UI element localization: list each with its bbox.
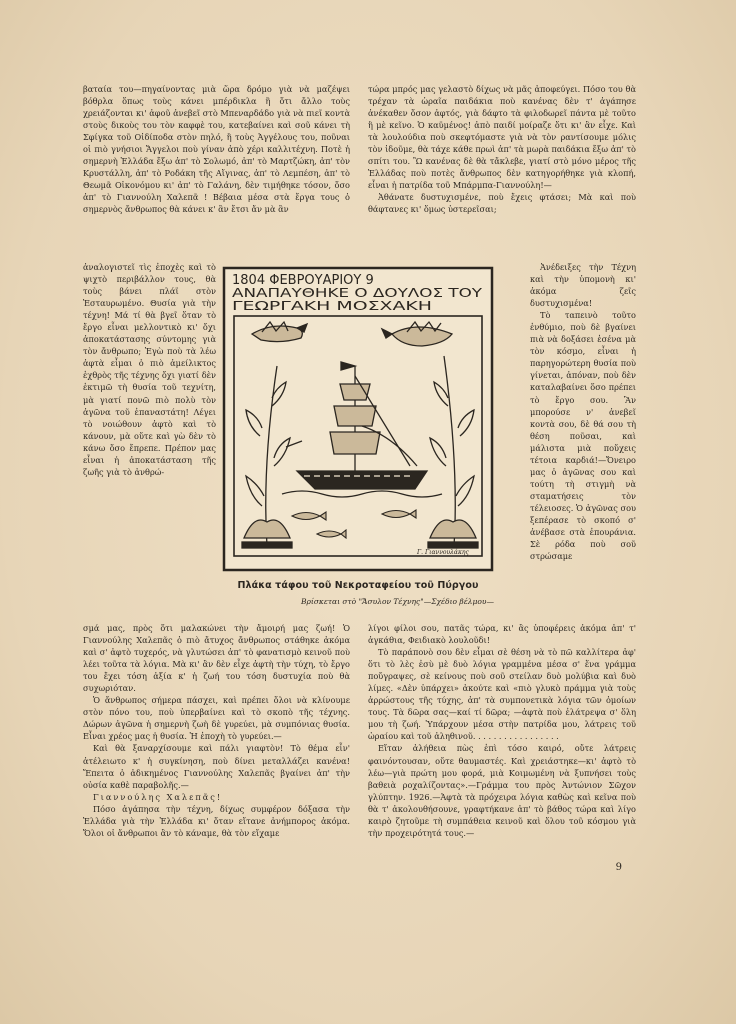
paragraph: Τὸ παράπονὸ σου δὲν εἶμαι σὲ θέση νὰ τὸ πῶ καλλίτερα ἀφ' ὅτι τὸ λὲς ἐσὺ μὲ δυὸ λόγια γραμμένα μέσα σ' ἕνα γράμμα ποὔγραψες, σὲ κείνους ποὺ σοῦ στείλαν δυὸ μολύβια καὶ δυὸ λίμες. «Δὲν ὑπάρχει» ἀκούτε καὶ «πιὸ γλυκὸ πράμμα γιὰ τοὺς ἀρρώστους τῆς τύχης, ἀπ' τὰ συμπονετικὰ λόγια τῶν ὁμοίων τους. Τὰ δῶρα σας—καί τί δῶρα; —ἀφτὰ ποὺ ἐλάτρεψα σ' ὅλη μου τὴ ζωή. Ὑπάρχουν μέσα στὴν πατρίδα μου, λάτρεις τοῦ ὡραίου καὶ τοῦ ἀληθινοῦ. . . . . . . . . . . . . . . . . — [368, 647, 636, 742]
plaque-inscription-line1: 1804 ΦΕΒΡΟΥΑΡΙΟΥ 9 — [232, 273, 374, 288]
figure-caption-subtitle: Βρίσκεται στὸ "Ἄσυλον Τέχνης"—Σχέδιο βέλμου— — [300, 597, 494, 606]
article-column-left-top — [83, 83, 350, 216]
paragraph: Ἀθάνατε δυστυχισμένε, ποὺ ἔχεις φτάσει; Μὰ καὶ ποὺ θάφτανες κι' ὅμως ὑστερεῖσαι; — [368, 192, 636, 215]
paragraph: Πόσο ἀγάπησα τὴν τέχνη, δίχως συμφέρον δόξασα τὴν Ἑλλάδα γιὰ τὴν Ἑλλάδα κι' ὅταν εἴτανε ἀνήμπορος ἀκόμα. Ὅλοι οἱ ἄνθρωποι ἂν τὸ κάναμε, θὰ τὸν εἴχαμε — [83, 803, 350, 838]
paragraph: βαταία του—πηγαίνοντας μιὰ ὥρα δρόμο γιὰ νὰ μαζέψει βόθρλα ὅπως τοὺς κάνει μπέρδικλα ἢ ὅτι ἄλλο τοὺς χρειάζονται κι' ἀφοῦ ἀνεβεῖ στὸ Μπεναρδάδο γιὰ νὰ πιεῖ κοντὰ στοὺς δικοὺς του τὸν καφφὲ του, κατεβαίνει καὶ σοῦ κάνει τὴ Σφίγκα τοῦ Οἰδίποδα στὸν πηλό, ἢ τοὺς Ἀγγέλους του, ποῦναι οἱ πιὸ γνήσιοι Ἄγγελοι ποὺ γίναν ἀπὸ χέρι καλλιτέχνη. Ποτὲ ἡ σημερνὴ Ἑλλάδα ἔξω ἀπ' τὸ Σολωμό, ἀπ' τὸ Μαρτζώκη, ἀπ' τὸν Κρυστάλλη, ἀπ' τὸ Ροδάκη τῆς Αἴγινας, ἀπ' τὸ Λεμπέση, ἀπ' τὸ Θεωμᾶ Οἰκονόμου κι' ἀπ' τὸ Γαλάνη, δὲν τιμήθηκε τόσον, ὅσο ἀπ' τὸ Γιαννούλη Χαλεπᾶ ! Βέβαια μέσα στὰ ἔργα τους ὁ σημερνὸς ἄνθρωπος θὰ κάνει κ' ἂν ἔτσι ἄν μὰ ἂν — [83, 84, 350, 215]
plaque-inscription-line2: ΑΝΑΠΑΥΘΗΚΕ Ο ΔΟΥΛΟΣ ΤΟΥ — [232, 286, 483, 300]
tomb-plaque-drawing — [222, 266, 494, 572]
paragraph: Ὁ ἄνθρωπος σήμερα πάσχει, καὶ πρέπει ὅλοι νὰ κλίνουμε στὸν πόνο του, ποὺ ὑπερβαίνει καὶ τὸ σκοπὸ τῆς τέχνης. Δώρων ἀγῶνα ἡ σημερνὴ ζωὴ δὲ γυρεύει, μὰ συμπόνιας θυσία. Εἶναι χρέος μας ἡ θυσία. Ἡ ἐποχὴ τὸ γυρεύει.— — [83, 695, 350, 742]
paragraph: λίγοι φίλοι σου, πατᾶς τώρα, κι' ἂς ὑποφέρεις ἀκόμα ἀπ' τ' ἀγκάθια, Φειδιακὸ λουλοῦδι! — [368, 623, 636, 646]
paragraph: σμά μας, πρὸς ὅτι μαλακώνει τὴν ἄμοιρή μας ζωή! Ὁ Γιαννούλης Χαλεπᾶς ὁ πιὸ ἄτυχος ἄνθρωπος στάθηκε ἀκόμα καὶ σ' ἀφτὸ τυχερός, νὰ γλυτώσει ἀπ' τὸ φανατισμὸ κεινοῦ ποὺ λέει τοῦτα τὰ λόγια. Μὰ κι' ἂν δὲν εἶχε ἀφτὴ τὴν τύχη, τὸ ἔργο του ἔχει τόση ἀξία κ' ἡ ζωή του τόση δυστυχία ποὺ θὰ συχωριόταν. — [83, 623, 350, 694]
paragraph: τώρα μπρός μας γελαστὸ δίχως νὰ μᾶς ἀποφεύγει. Πόσο του θὰ τρέχαν τὰ ὡραῖα παιδάκια ποὺ κανένας δὲν τ' ἀγάπησε ἀνέκαθεν ὅσον ἀφτός, γιὰ δάφτο τὰ φιλοδωρεῖ πάντα μὲ τοῦτο ἢ μὲ κεῖνο. Ὁ καϋμένος! ἀπὸ παιδί μοίραζε ὅτι κι' ἂν εἶχε. Καὶ τὰ λουλούδια ποὺ σκεφτόμαστε γιὰ νὰ τὸν ραντίσουμε μόλις τὸν ἰδοῦμε, θὰ τάχε κάθε πρωὶ ἀπ' τὰ μωρὰ παιδάκια ἔξω ἀπ' τὸ σπίτι του. Ὢ κανένας δὲ θὰ τἄκλεβε, γιατί στὸ μόνο μέρος τῆς Ἑλλάδας ποὺ ποτὲς ἄνθρωπος δὲν κατηγορήθηκε γιὰ κλοπή, εἶναι ἡ πατρίδα τοῦ Μπάρμπα-Γιαννούλη!— — [368, 84, 636, 191]
figure-caption-title: Πλάκα τάφου τοῦ Νεκροταφείου τοῦ Πύργου — [237, 580, 479, 591]
plaque-inscription-line3: ΓΕΩΡΓΑΚΗ ΜΟΣΧΑΚΗ — [232, 299, 432, 313]
plaque-svg — [222, 266, 494, 572]
paragraph: Τὸ ταπεινὸ τοῦτο ἐνθύμιο, ποὺ δὲ βγαίνει πιὰ νὰ δοξάσει ἐσένα μὰ τὸν κόσμο, εἶναι ἡ παρηγορώτερη θυσία ποὺ γίνεται, ἀπόναν, ποὺ δὲν καταλαβαίνει ὅσο πρέπει τὸ ἔργο σου. Ἂν μπορούσε ν' ἀνεβεῖ κοντὰ σου, δὲ θά σου τὴ θέση ποῦσαι, καὶ μάλιστα μιὰ ποὔχεις τέτοια καρδιά!—Ὄνειρο μας ὁ ἀγῶνας σου καὶ τούτη τὴ στιγμὴ νὰ σταματήσεις τὸν τέλειοσες. Ὁ ἀγῶνας σου ξεπέρασε τὸ σκοπό σ' ἀνέβασε στὰ ἐπουράνια. Σὲ ρόδα ποὺ σοῦ στρώσαμε — [530, 310, 636, 562]
paragraph: Γιαννούλης Χαλεπᾶς! — [93, 791, 223, 802]
paragraph: Ἀνέδειξες τὴν Τέχνη καὶ τὴν ὑπομονὴ κι' ἀκόμα ζεῖς δυστυχισμένα! — [530, 262, 636, 309]
plaque-signature: Γ. Γιαννουλάκης — [417, 549, 469, 556]
article-column-right-bottom — [368, 622, 636, 839]
paragraph: Εἴταν ἀλήθεια πὼς ἐπὶ τόσο καιρό, οὔτε λάτρεις φαινόντουσαν, οὔτε θαυμαστές. Καὶ χρειάστηκε—κι' ἀφτὸ τὸ λέω—γιὰ πρώτη μου φορά, μιὰ Κοιμωμένη νὰ ξυπνήσει τοὺς βαθειὰ ροχαλίζοντας».—Γράμμα του πρὸς Ἀντώνιον Σῶχον γλύπτην. 1926.—Ἀφτὰ τὰ πρόχειρα λόγια καθὼς καὶ κεῖνα ποὺ θὰ τ' ἀκολουθήσουνε, γραφτήκανε ἀπ' τὸ βάθος τώρα καὶ λίγο καιρὸ ζητοῦμε τὴ συμπάθεια κεινοῦ καὶ ὅλου τοῦ κόσμου γιὰ τὴν προχειρότητά τους.— — [368, 743, 636, 838]
article-column-left-bottom — [83, 622, 350, 839]
paragraph: ἀναλογιστεῖ τὶς ἐποχὲς καὶ τὸ ψιχτὸ περιβάλλον τους, θὰ τοὺς βάνει πλάϊ στὸν Ἐσταυρωμένο. Θυσία γιὰ τὴν τέχνη! Μά τί θὰ βγεῖ ὅταν τὸ ἔργο εἶναι μελλοντικὸ κι' ὄχι ἀποκατάστασης σύντομης γιὰ τὸν ἄνθρωπο; Ἐγὼ ποὺ τὰ λέω ἀφτὰ εἶμαι ὁ πιὸ ἀμείλικτος ἐχθρὸς τῆς τέχνης ὄχι γιατί δὲν ἐκτιμῶ τὴ θυσία τοῦ τεχνίτη, μὰ γιατί πονῶ πιὸ πολὺ τὸν ἀγῶνα τοῦ ἐπαναστάτη! Λέγει τὸ νοιώθουν ἀφτὸ καὶ τὸ κάνουν, μὰ οὔτε καὶ γὼ δὲν τὸ κάνω ὅσο ἔπρεπε. Πρέπον μας εἶναι ἡ ἀποκατάσταση τῆς ζωῆς γιὰ τὸ ἀνθρώ- — [83, 262, 216, 477]
article-column-left-narrow — [83, 261, 216, 478]
paragraph: Καὶ θὰ ξαναρχίσουμε καὶ πάλι γιαφτὸν! Τὸ θέμα εἶν' ἀτέλειωτο κ' ἡ συγκίνηση, ποὺ δίνει μεταλλάζει κανένα! Ἔπειτα ὁ ἀδικημένος Γιαννούλης Χαλεπᾶς βγαίνει ἀπ' τὴν οὐσία καθὲ παραβολῆς.— — [83, 743, 350, 790]
page-number: 9 — [615, 862, 622, 873]
article-column-right-narrow — [530, 261, 636, 562]
article-column-right-top — [368, 83, 636, 216]
